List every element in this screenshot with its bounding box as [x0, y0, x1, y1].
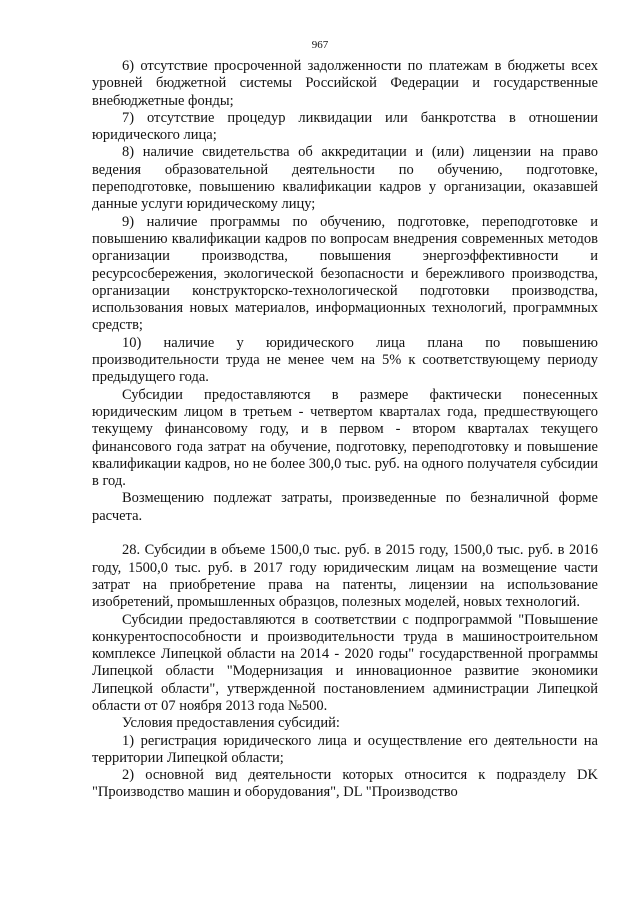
paragraph-subsidy-amount: Субсидии предоставляются в размере фактически понесенных юридическим лицом в третьем - четвертом кварталах года, предшествующего текущему финансовому году, и в первом - втором кварталах текущего финансового года затрат на обучение, подготовку, переподготовку и повышение квалификации кадров, но не более 300,0 тыс. руб. на одного получателя субсидии в год. — [92, 386, 598, 490]
paragraph-condition-2: 2) основной вид деятельности которых относится к подразделу DK "Производство машин и оборудования", DL "Производство — [92, 767, 598, 801]
paragraph-item-6: 6) отсутствие просроченной задолженности по платежам в бюджеты всех уровней бюджетной системы Российской Федерации и государственные внебюджетные фонды; — [92, 58, 598, 109]
paragraph-section-28: 28. Субсидии в объеме 1500,0 тыс. руб. в 2015 году, 1500,0 тыс. руб. в 2016 году, 1500,0 тыс. руб. в 2017 году юридическим лицам на возмещение части затрат на приобретение права на патенты, лицензии на использование изобретений, промышленных образцов, полезных моделей, новых технологий. — [92, 542, 598, 611]
paragraph-item-10: 10) наличие у юридического лица плана по повышению производительности труда не менее чем на 5% к соответствующему периоду предыдущего года. — [92, 334, 598, 386]
document-body — [92, 58, 598, 802]
paragraph-item-9: 9) наличие программы по обучению, подготовке, переподготовке и повышению квалификации кадров по вопросам внедрения современных методов организации производства, повышения энергоэффективности и ресурсосбережения, экологической безопасности и бережливого производства, организации конструкторско-технологической подготовки производства, использования новых материалов, информационных технологий, программных средств; — [92, 213, 598, 334]
paragraph-condition-1: 1) регистрация юридического лица и осуществление его деятельности на территории Липецкой области; — [92, 732, 598, 766]
paragraph-conditions-heading: Условия предоставления субсидий: — [122, 715, 340, 732]
paragraph-subprogram: Субсидии предоставляются в соответствии с подпрограммой "Повышение конкурентоспособности и производительности труда в машиностроительном комплексе Липецкой области на 2014 - 2020 годы" государственной программы Липецкой области "Модернизация и инновационное развитие экономики Липецкой области", утвержденной постановлением администрации Липецкой области от 07 ноября 2013 года №500. — [92, 611, 598, 714]
paragraph-reimbursement: Возмещению подлежат затраты, произведенные по безналичной форме расчета. — [92, 490, 598, 524]
paragraph-item-7: 7) отсутствие процедур ликвидации или банкротства в отношении юридического лица; — [92, 109, 598, 144]
page-number: 967 — [311, 39, 329, 51]
paragraph-item-8: 8) наличие свидетельства об аккредитации и (или) лицензии на право ведения образовательной деятельности по обучению, подготовке, переподготовке, повышению квалификации кадров у организации, оказавшей данные услуги юридическому лицу; — [92, 144, 598, 213]
